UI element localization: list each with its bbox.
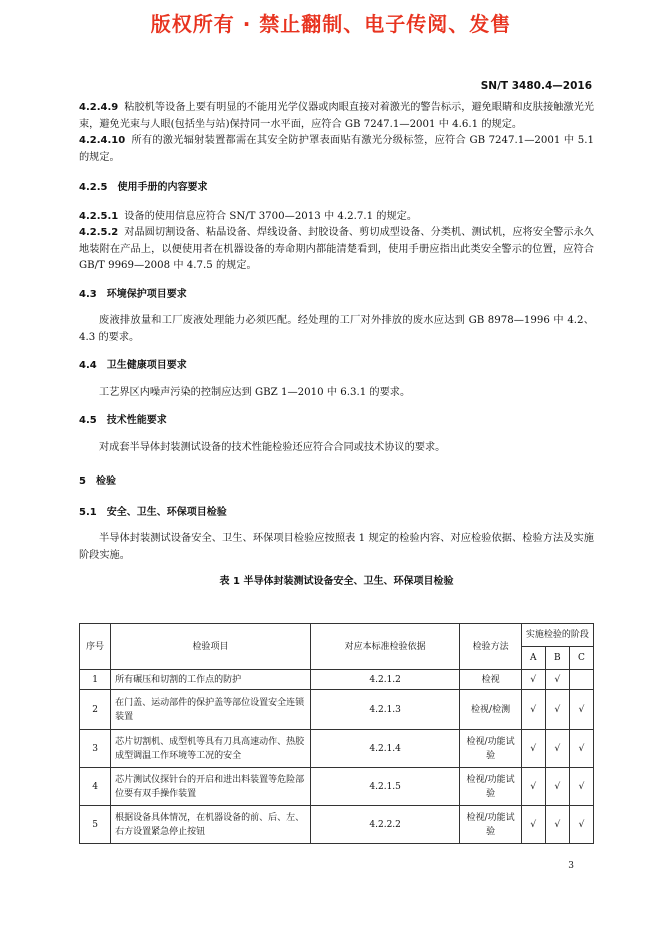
heading-4-3 bbox=[79, 287, 594, 304]
cell-stage-a: √ bbox=[521, 768, 545, 806]
page-number: 3 bbox=[568, 861, 574, 871]
cell-method: 检视/检测 bbox=[460, 690, 521, 730]
clause-number: 4.2.4.10 bbox=[79, 135, 126, 146]
cell-seq: 2 bbox=[80, 690, 111, 730]
heading-4-2-5 bbox=[79, 180, 594, 197]
cell-stage-b: √ bbox=[545, 730, 569, 768]
cell-stage-a: √ bbox=[521, 730, 545, 768]
standard-code: SN/T 3480.4—2016 bbox=[480, 80, 592, 92]
cell-basis: 4.2.2.2 bbox=[310, 806, 460, 844]
heading-number: 4.3 bbox=[79, 288, 97, 300]
cell-stage-a: √ bbox=[521, 806, 545, 844]
heading-4-4 bbox=[79, 358, 594, 375]
clause-4-2-4-10 bbox=[79, 133, 594, 166]
heading-5 bbox=[79, 474, 594, 491]
header-item: 检验项目 bbox=[111, 624, 311, 670]
table-header-row bbox=[80, 624, 594, 647]
table-caption: 表 1 半导体封装测试设备安全、卫生、环保项目检验 bbox=[219, 576, 454, 587]
heading-number: 5.1 bbox=[79, 506, 97, 518]
header-seq: 序号 bbox=[80, 624, 111, 670]
table-row bbox=[80, 670, 594, 690]
cell-basis: 4.2.1.4 bbox=[310, 730, 460, 768]
header-stage-c: C bbox=[569, 647, 593, 670]
clause-4-2-4-9 bbox=[79, 100, 594, 133]
cell-item: 芯片切割机、成型机等具有刀具高速动作、热胶成型调温工作环境等工况的安全 bbox=[111, 730, 311, 768]
cell-stage-a: √ bbox=[521, 690, 545, 730]
cell-stage-c: √ bbox=[569, 806, 593, 844]
cell-stage-b: √ bbox=[545, 690, 569, 730]
paragraph-4-4: 工艺界区内噪声污染的控制应达到 GBZ 1—2010 中 6.3.1 的要求。 bbox=[99, 386, 411, 398]
cell-stage-c: √ bbox=[569, 690, 593, 730]
cell-item: 根据设备具体情况，在机器设备的前、后、左、右方设置紧急停止按钮 bbox=[111, 806, 311, 844]
document-body bbox=[79, 100, 594, 591]
heading-title: 检验 bbox=[95, 476, 116, 487]
cell-item: 在门盖、运动部件的保护盖等部位设置安全连锁装置 bbox=[111, 690, 311, 730]
clause-number: 4.2.5.1 bbox=[79, 210, 119, 222]
cell-seq: 5 bbox=[80, 806, 111, 844]
heading-number: 5 bbox=[79, 476, 86, 487]
clause-number: 4.2.4.9 bbox=[79, 102, 119, 113]
cell-stage-c: √ bbox=[569, 768, 593, 806]
paragraph-5-1: 半导体封装测试设备安全、卫生、环保项目检验应按照表 1 规定的检验内容、对应检验依据、检验方法及实施阶段实施。 bbox=[79, 533, 594, 561]
table-row bbox=[80, 690, 594, 730]
heading-title: 卫生健康项目要求 bbox=[106, 360, 187, 371]
cell-stage-a: √ bbox=[521, 670, 545, 690]
heading-title: 技术性能要求 bbox=[106, 415, 167, 426]
cell-seq: 1 bbox=[80, 670, 111, 690]
clause-4-2-5-2 bbox=[79, 225, 594, 275]
clause-number: 4.2.5.2 bbox=[79, 227, 119, 238]
heading-number: 4.4 bbox=[79, 360, 97, 371]
header-basis: 对应本标准检验依据 bbox=[310, 624, 460, 670]
clause-text: 粘胶机等设备上要有明显的不能用光学仪器或肉眼直接对着激光的警告标示，避免眼睛和皮肤接触激光光束，避免光束与人眼(包括坐与站)保持同一水平面，应符合 GB 7247.1—2001 中 4.6.1 的规定。 bbox=[79, 102, 594, 130]
cell-stage-b: √ bbox=[545, 670, 569, 690]
cell-item: 所有碾压和切割的工作点的防护 bbox=[111, 670, 311, 690]
clause-text: 设备的使用信息应符合 SN/T 3700—2013 中 4.2.7.1 的规定。 bbox=[124, 210, 418, 222]
cell-method: 检视/功能试验 bbox=[460, 806, 521, 844]
cell-stage-c: √ bbox=[569, 730, 593, 768]
clause-4-2-5-1 bbox=[79, 209, 594, 226]
header-stage: 实施检验的阶段 bbox=[521, 624, 593, 647]
header-method: 检验方法 bbox=[460, 624, 521, 670]
table-row bbox=[80, 806, 594, 844]
heading-5-1 bbox=[79, 505, 594, 522]
cell-basis: 4.2.1.2 bbox=[310, 670, 460, 690]
cell-stage-c bbox=[569, 670, 593, 690]
clause-text: 所有的激光辐射装置都需在其安全防护罩表面贴有激光分级标签，应符合 GB 7247.1—2001 中 5.1 的规定。 bbox=[79, 135, 594, 163]
heading-number: 4.2.5 bbox=[79, 182, 108, 193]
cell-method: 检视/功能试验 bbox=[460, 768, 521, 806]
cell-seq: 4 bbox=[80, 768, 111, 806]
cell-stage-b: √ bbox=[545, 768, 569, 806]
heading-title: 使用手册的内容要求 bbox=[117, 182, 208, 193]
cell-method: 检视/功能试验 bbox=[460, 730, 521, 768]
cell-seq: 3 bbox=[80, 730, 111, 768]
header-stage-b: B bbox=[545, 647, 569, 670]
paragraph-4-5: 对成套半导体封装测试设备的技术性能检验还应符合合同或技术协议的要求。 bbox=[99, 441, 446, 453]
heading-title: 环境保护项目要求 bbox=[106, 288, 187, 300]
clause-text: 对晶圆切割设备、粘晶设备、焊线设备、封胶设备、剪切成型设备、分类机、测试机，应将安全警示永久地装附在产品上，以便使用者在机器设备的寿命期内都能清楚看到，使用手册应指出此类安全警示的位置，应符合 GB/T 9969—2008 中 4.7.5 的规定。 bbox=[79, 227, 594, 271]
cell-basis: 4.2.1.5 bbox=[310, 768, 460, 806]
cell-basis: 4.2.1.3 bbox=[310, 690, 460, 730]
table-row bbox=[80, 768, 594, 806]
paragraph-4-3: 废液排放量和工厂废液处理能力必须匹配。经处理的工厂对外排放的废水应达到 GB 8978—1996 中 4.2、4.3 的要求。 bbox=[79, 315, 594, 343]
cell-item: 芯片测试仪探针台的开启和进出料装置等危险部位要有双手操作装置 bbox=[111, 768, 311, 806]
heading-4-5 bbox=[79, 413, 594, 430]
cell-method: 检视 bbox=[460, 670, 521, 690]
table-row bbox=[80, 730, 594, 768]
header-stage-a: A bbox=[521, 647, 545, 670]
inspection-table bbox=[79, 623, 594, 844]
heading-number: 4.5 bbox=[79, 415, 97, 426]
copyright-watermark: 版权所有 · 禁止翻制、电子传阅、发售 bbox=[150, 12, 512, 36]
heading-title: 安全、卫生、环保项目检验 bbox=[106, 506, 227, 518]
cell-stage-b: √ bbox=[545, 806, 569, 844]
